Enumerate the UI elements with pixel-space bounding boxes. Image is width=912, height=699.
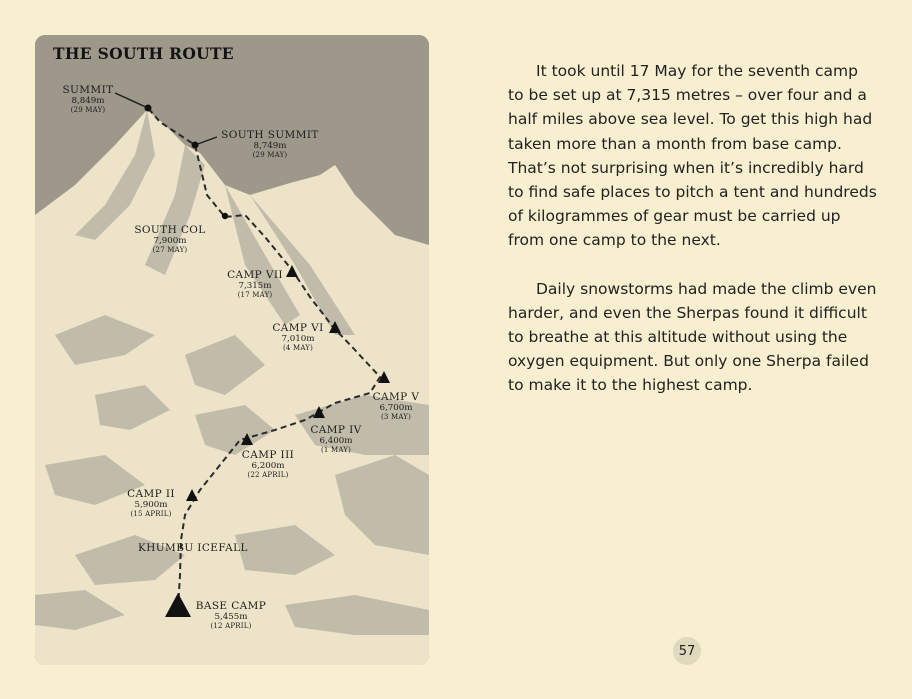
paragraph-2: Daily snowstorms had made the climb even harder, and even the Sherpas found it difficult to breathe at this altitude without using the oxygen equipment. But only one Sherpa failed to make it to the highest camp. <box>508 279 877 395</box>
page-number: 57 <box>673 637 701 665</box>
south-col-name: SOUTH COL <box>134 224 206 236</box>
paragraph-1: It took until 17 May for the seventh camp to be set up at 7,315 metres – over four and a half miles above sea level. To get this high had taken more than a month from base camp. That’s not surprising when it’s incredibly hard to find safe places to pitch a tent and hundreds of kilogrammes of gear must be carried up from one camp to the next. <box>508 62 877 250</box>
camp-vi-label <box>267 322 329 352</box>
base-camp-date: (12 APRIL) <box>210 622 252 631</box>
camp-vii-altitude: 7,315m <box>238 281 272 292</box>
camp-vii-label <box>221 269 289 299</box>
base-camp-label <box>193 600 269 630</box>
icefall-label <box>138 542 248 554</box>
map-title: THE SOUTH ROUTE <box>53 44 234 63</box>
camp-iv-name: CAMP IV <box>310 424 362 436</box>
camp-v-altitude: 6,700m <box>379 403 413 414</box>
summit-label <box>53 84 123 114</box>
camp-v-label <box>368 391 424 421</box>
camp-iv-altitude: 6,400m <box>319 436 353 447</box>
camp-ii-label <box>121 488 181 518</box>
camp-iv-label <box>305 424 367 454</box>
south-col-altitude: 7,900m <box>153 236 187 247</box>
camp-vii-name: CAMP VII <box>227 269 283 281</box>
camp-ii-name: CAMP II <box>127 488 175 500</box>
south-summit-marker <box>192 142 199 149</box>
camp-iii-date: (22 APRIL) <box>247 471 289 480</box>
icefall-name: KHUMBU ICEFALL <box>138 542 248 554</box>
south-summit-name: SOUTH SUMMIT <box>221 129 319 141</box>
camp-ii-date: (15 APRIL) <box>130 510 172 519</box>
south-col-marker <box>222 213 228 219</box>
south-col-date: (27 MAY) <box>152 246 188 255</box>
camp-iii-name: CAMP III <box>241 449 295 461</box>
camp-v-name: CAMP V <box>372 391 420 403</box>
summit-date: (29 MAY) <box>70 106 106 115</box>
camp-vi-name: CAMP VI <box>272 322 324 334</box>
south-summit-altitude: 8,749m <box>253 141 287 152</box>
camp-ii-altitude: 5,900m <box>134 500 168 511</box>
base-camp-name: BASE CAMP <box>195 600 267 612</box>
camp-iv-date: (1 MAY) <box>320 446 352 455</box>
camp-vi-altitude: 7,010m <box>281 334 315 345</box>
route-map <box>35 35 429 665</box>
summit-name: SUMMIT <box>62 84 114 96</box>
body-text <box>508 59 878 422</box>
camp-vii-date: (17 MAY) <box>237 291 273 300</box>
camp-iii-label <box>236 449 300 479</box>
camp-v-date: (3 MAY) <box>380 413 412 422</box>
south-summit-label <box>221 129 319 159</box>
camp-vi-date: (4 MAY) <box>282 344 314 353</box>
base-camp-altitude: 5,455m <box>214 612 248 623</box>
summit-altitude: 8,849m <box>71 96 105 107</box>
camp-iii-altitude: 6,200m <box>251 461 285 472</box>
south-summit-date: (29 MAY) <box>252 151 288 160</box>
summit-marker <box>145 105 152 112</box>
south-col-label <box>131 224 209 254</box>
